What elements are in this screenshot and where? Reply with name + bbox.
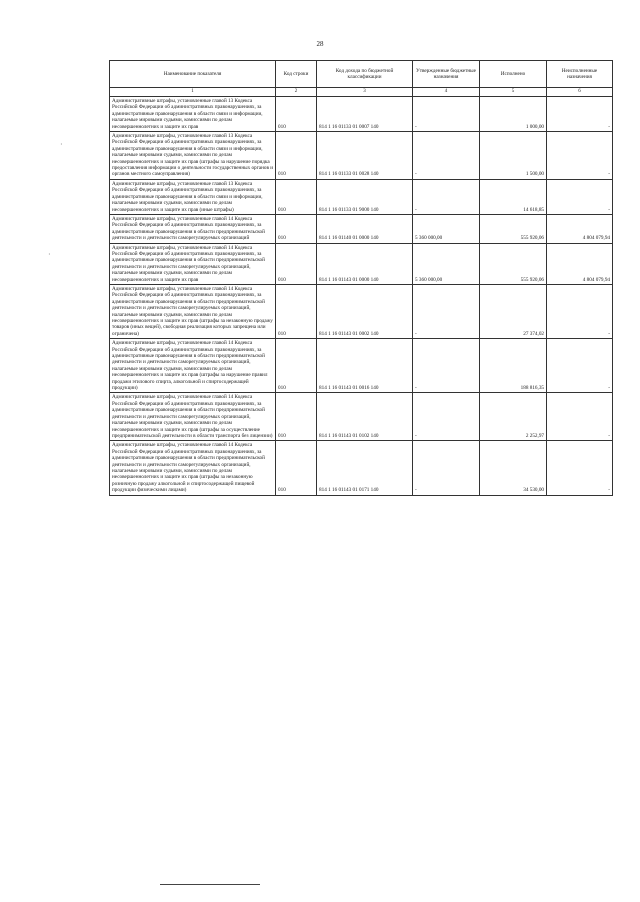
row-line-code: 010 <box>276 243 317 284</box>
table-row <box>110 243 613 284</box>
row-name: Административные штрафы, установленные главой 14 Кодекса Российской Федерации об административных правонарушениях, за административные правонарушения в области предпринимательской деятельности и деятельности саморегулируемых организаций, налагаемые мировыми судьями, комиссиями по делам несовершеннолетних и защите их прав (штрафы за осуществление предпринимательской деятельности в области транспорта без лицензии) <box>110 393 276 441</box>
row-approved: 5 360 000,00 <box>413 243 480 284</box>
margin-mark: · <box>48 250 51 259</box>
row-income-code: 814 1 16 01143 01 0171 140 <box>317 441 413 495</box>
row-line-code: 010 <box>276 339 317 393</box>
row-approved: - <box>413 441 480 495</box>
row-executed: 188 816,35 <box>480 339 547 393</box>
row-unexecuted: - <box>547 441 613 495</box>
row-executed: 2 252,97 <box>480 393 547 441</box>
row-line-code: 010 <box>276 132 317 180</box>
column-number: 3 <box>317 88 413 97</box>
row-approved: - <box>413 284 480 338</box>
row-approved: - <box>413 97 480 132</box>
header-row <box>110 61 613 88</box>
footer-divider <box>160 884 260 885</box>
table-row <box>110 97 613 132</box>
row-unexecuted: - <box>547 97 613 132</box>
row-name: Административные штрафы, установленные главой 13 Кодекса Российской Федерации об административных правонарушениях, за административные правонарушения в области связи и информации, налагаемые мировыми судьями, комиссиями по делам несовершеннолетних и защите их прав (иные штрафы) <box>110 179 276 214</box>
header-executed: Исполнено <box>480 61 547 88</box>
row-unexecuted: 4 804 079,94 <box>547 243 613 284</box>
page-number: 28 <box>316 40 324 48</box>
row-line-code: 010 <box>276 97 317 132</box>
column-number: 5 <box>480 88 547 97</box>
row-name: Административные штрафы, установленные главой 14 Кодекса Российской Федерации об административных правонарушениях, за административные правонарушения в области предпринимательской деятельности и деятельности саморегулируемых организаций, налагаемые мировыми судьями, комиссиями по делам несовершеннолетних и защите их прав (штрафы за незаконную розничную продажу алкогольной и спиртосодержащей пищевой продукции физическими лицами) <box>110 441 276 495</box>
header-approved: Утвержденные бюджетные назначения <box>413 61 480 88</box>
row-executed: 27 374,02 <box>480 284 547 338</box>
table-row <box>110 441 613 495</box>
table-row <box>110 393 613 441</box>
row-approved: - <box>413 339 480 393</box>
report-table <box>109 60 613 496</box>
row-income-code: 814 1 16 01140 01 0000 140 <box>317 214 413 243</box>
table-row <box>110 284 613 338</box>
margin-mark: · <box>60 140 63 149</box>
row-executed: 14 618,85 <box>480 179 547 214</box>
row-executed: 555 920,06 <box>480 214 547 243</box>
row-unexecuted: - <box>547 339 613 393</box>
row-executed: 555 920,06 <box>480 243 547 284</box>
column-number-row <box>110 88 613 97</box>
row-executed: 1 500,00 <box>480 132 547 180</box>
row-income-code: 814 1 16 01133 01 9000 140 <box>317 179 413 214</box>
row-name: Административные штрафы, установленные главой 14 Кодекса Российской Федерации об административных правонарушениях, за административные правонарушения в области предпринимательской деятельности и деятельности саморегулируемых организаций, налагаемые мировыми судьями, комиссиями по делам несовершеннолетних и защите их прав (штрафы за незаконную продажу товаров (иных вещей), свободная реализация которых запрещена или ограничена) <box>110 284 276 338</box>
row-name: Административные штрафы, установленные главой 14 Кодекса Российской Федерации об административных правонарушениях, за административные правонарушения в области предпринимательской деятельности и деятельности саморегулируемых организаций <box>110 214 276 243</box>
row-name: Административные штрафы, установленные главой 13 Кодекса Российской Федерации об административных правонарушениях, за административные правонарушения в области связи и информации, налагаемые мировыми судьями, комиссиями по делам несовершеннолетних и защите их прав <box>110 97 276 132</box>
row-unexecuted: 4 804 079,94 <box>547 214 613 243</box>
table-row <box>110 179 613 214</box>
row-income-code: 814 1 16 01133 01 0007 140 <box>317 97 413 132</box>
row-approved: - <box>413 393 480 441</box>
row-income-code: 814 1 16 01143 01 0102 140 <box>317 393 413 441</box>
row-name: Административные штрафы, установленные главой 14 Кодекса Российской Федерации об административных правонарушениях, за административные правонарушения в области предпринимательской деятельности и деятельности саморегулируемых организаций, налагаемые мировыми судьями, комиссиями по делам несовершеннолетних и защите их прав (штрафы за нарушение правил продажи этилового спирта, алкогольной и спиртосодержащей продукции) <box>110 339 276 393</box>
row-income-code: 814 1 16 01143 01 0000 140 <box>317 243 413 284</box>
row-unexecuted: - <box>547 132 613 180</box>
row-line-code: 010 <box>276 214 317 243</box>
row-approved: 5 360 000,00 <box>413 214 480 243</box>
header-name: Наименование показателя <box>110 61 276 88</box>
table-row <box>110 132 613 180</box>
row-unexecuted: - <box>547 393 613 441</box>
column-number: 6 <box>547 88 613 97</box>
row-line-code: 010 <box>276 393 317 441</box>
row-approved: - <box>413 132 480 180</box>
header-income-code: Код дохода по бюджетной классификации <box>317 61 413 88</box>
column-number: 4 <box>413 88 480 97</box>
row-line-code: 010 <box>276 179 317 214</box>
row-executed: 1 000,00 <box>480 97 547 132</box>
row-unexecuted: - <box>547 179 613 214</box>
header-unexecuted: Неисполненные назначения <box>547 61 613 88</box>
row-income-code: 814 1 16 01133 01 0028 140 <box>317 132 413 180</box>
row-approved: - <box>413 179 480 214</box>
row-unexecuted: - <box>547 284 613 338</box>
row-executed: 34 530,00 <box>480 441 547 495</box>
column-number: 1 <box>110 88 276 97</box>
table-row <box>110 339 613 393</box>
row-income-code: 814 1 16 01143 01 0016 140 <box>317 339 413 393</box>
row-name: Административные штрафы, установленные главой 14 Кодекса Российской Федерации об административных правонарушениях, за административные правонарушения в области предпринимательской деятельности и деятельности саморегулируемых организаций, налагаемые мировыми судьями, комиссиями по делам несовершеннолетних и защите их прав <box>110 243 276 284</box>
row-income-code: 814 1 16 01143 01 0002 140 <box>317 284 413 338</box>
row-name: Административные штрафы, установленные главой 13 Кодекса Российской Федерации об административных правонарушениях, за административные правонарушения в области связи и информации, налагаемые мировыми судьями, комиссиями по делам несовершеннолетних и защите их прав (штрафы за нарушение порядка предоставления информации о деятельности государственных органов и органов местного самоуправления) <box>110 132 276 180</box>
column-number: 2 <box>276 88 317 97</box>
row-line-code: 010 <box>276 284 317 338</box>
header-line-code: Код строки <box>276 61 317 88</box>
row-line-code: 010 <box>276 441 317 495</box>
table-row <box>110 214 613 243</box>
